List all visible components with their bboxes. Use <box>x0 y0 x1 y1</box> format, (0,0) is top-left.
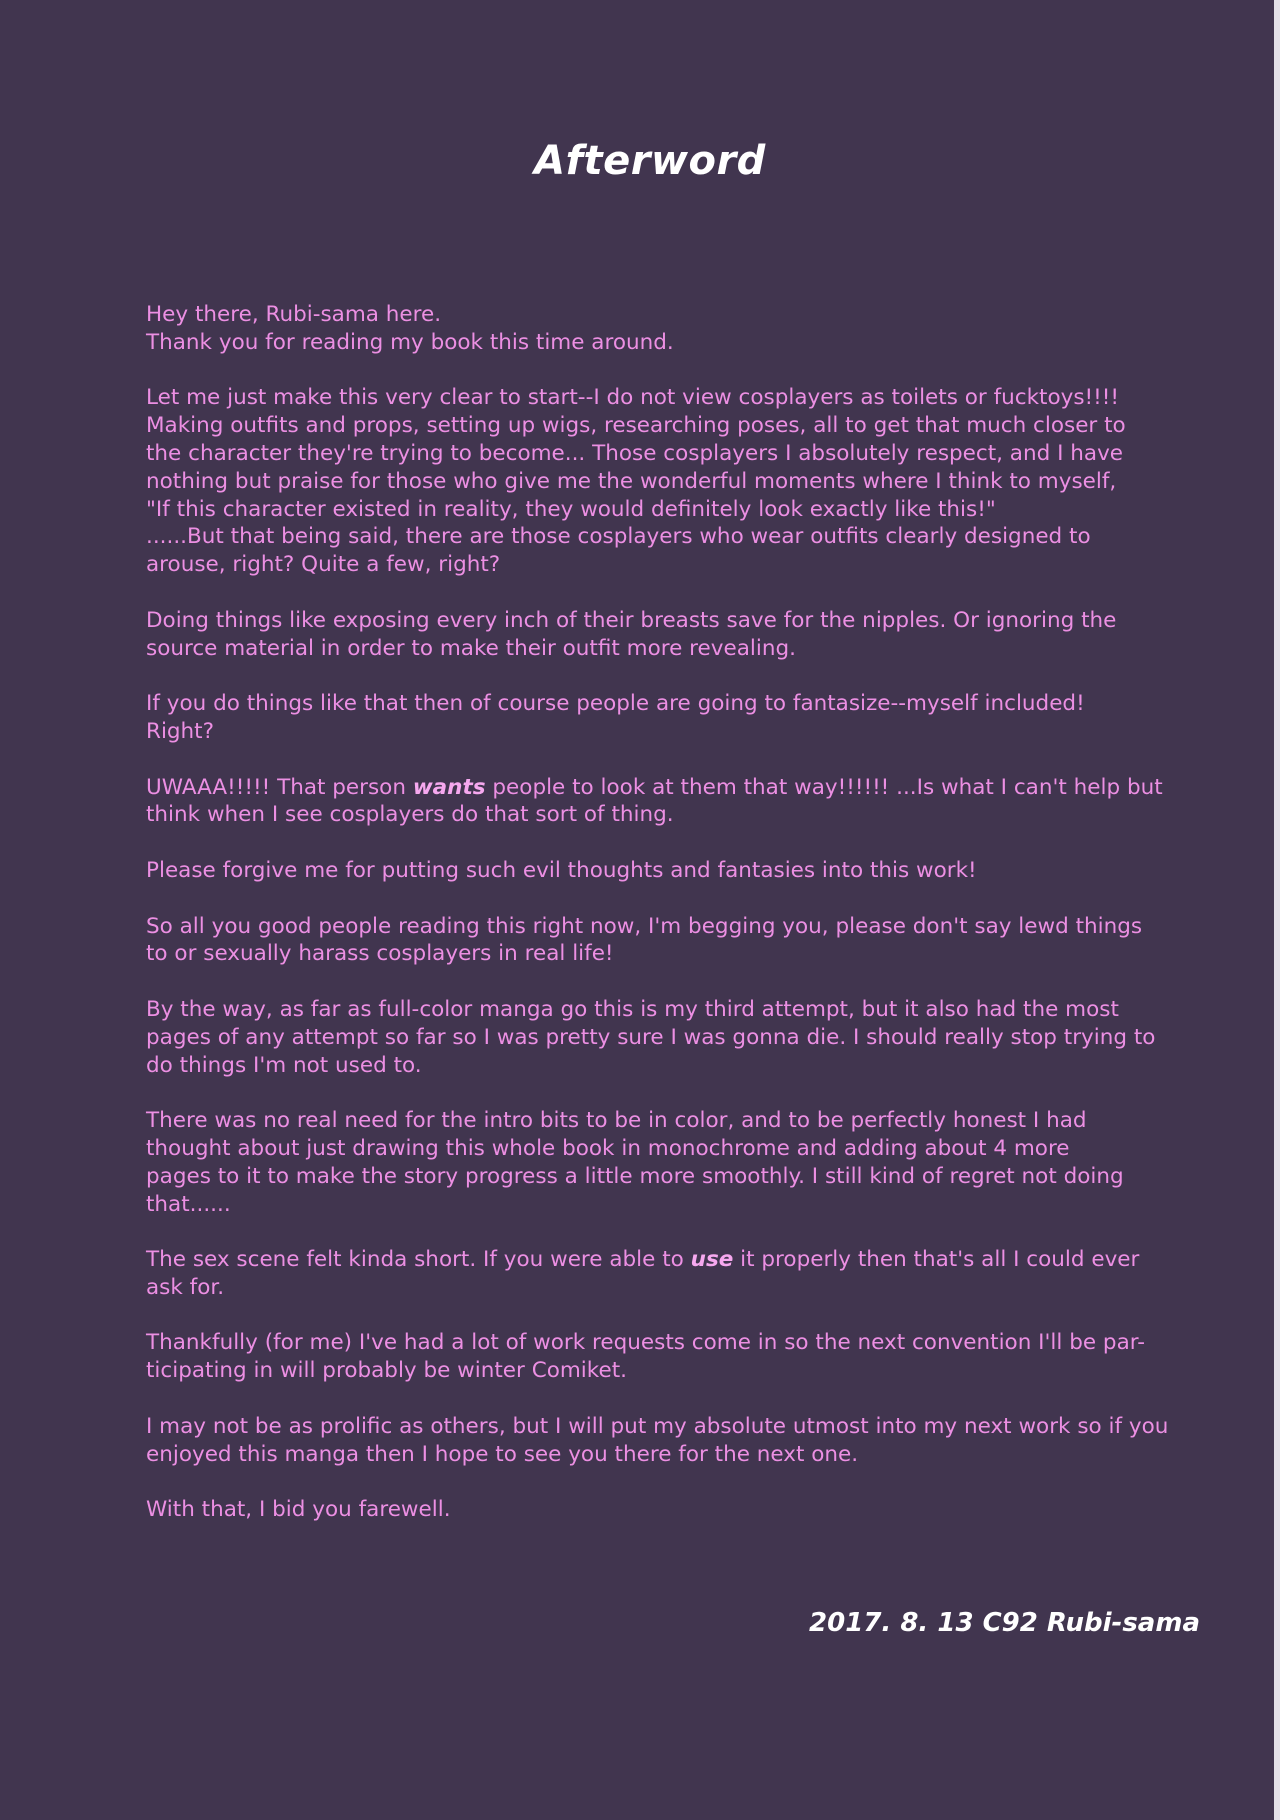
paragraph-work-requests: Thankfully (for me) I've had a lot of work requests come in so the next convention I'll be par- ticipating in will probably be winter Comiket. <box>146 1330 1145 1384</box>
paragraph-next-work: I may not be as prolific as others, but I will put my absolute utmost into my next work so if you enjoyed this manga then I hope to see you there for the next one. <box>146 1413 1169 1467</box>
paragraph-cosplayers-respect: Let me just make this very clear to start--I do not view cosplayers as toilets or fucktoys!!!! Making outfits and props, setting up wigs, researching poses, all to get that much closer to the character they're trying to become... Those cosplayers I absolutely respect, and I have nothing but praise for those who give me the wonderful moments where I think to myself, "If this character existed in reality, they would definitely look exactly like this!" ......But that being said, there are those cosplayers who wear outfits clearly designed to arouse, right? Quite a few, right? <box>146 385 1126 578</box>
paragraph-full-color: By the way, as far as full-color manga go this is my third attempt, but it also had the most pages of any attempt so far so I was pretty sure I was gonna die. I should really stop trying to do things I'm not used to. <box>146 996 1156 1078</box>
uwaaa-emphasis: wants <box>412 774 486 800</box>
paragraph-uwaaa <box>146 774 1186 830</box>
paragraph-dont-harass: So all you good people reading this right now, I'm begging you, please don't say lewd things to or sexually harass cosplayers in real life! <box>146 913 1143 967</box>
use-text-before: The sex scene felt kinda short. If you were able to <box>146 1247 691 1273</box>
paragraph-forgive: Please forgive me for putting such evil thoughts and fantasies into this work! <box>146 857 977 883</box>
paragraph-greeting: Hey there, Rubi-sama here. Thank you for reading my book this time around. <box>146 302 674 355</box>
paragraph-farewell: With that, I bid you farewell. <box>146 1497 451 1523</box>
uwaaa-text-after: people to look at them that way!!!!!! ...Is what I can't help but think when I see cosplayers do that sort of thing. <box>146 774 1163 828</box>
use-emphasis: use <box>690 1247 734 1273</box>
paragraph-sex-scene <box>146 1246 1186 1302</box>
use-text-after: it properly then that's all I could ever ask for. <box>146 1247 1140 1300</box>
paragraph-monochrome: There was no real need for the intro bits to be in color, and to be perfectly honest I had thought about just drawing this whole book in monochrome and adding about 4 more pages to it to make the story progress a little more smoothly. I still kind of regret not doing that...... <box>146 1108 1124 1217</box>
afterword-body <box>146 301 1186 1552</box>
paragraph-fantasize: If you do things like that then of course people are going to fantasize--myself included! Right? <box>146 691 1085 744</box>
signature-date: 2017. 8. 13 C92 Rubi-sama <box>809 1608 1200 1638</box>
paragraph-revealing-outfits: Doing things like exposing every inch of their breasts save for the nipples. Or ignoring the source material in order to make their outfit more revealing. <box>146 607 1117 661</box>
uwaaa-text-before: UWAAA!!!!! That person <box>146 774 413 800</box>
page-title: Afterword <box>534 138 766 184</box>
page-edge-divider <box>1274 0 1280 1820</box>
